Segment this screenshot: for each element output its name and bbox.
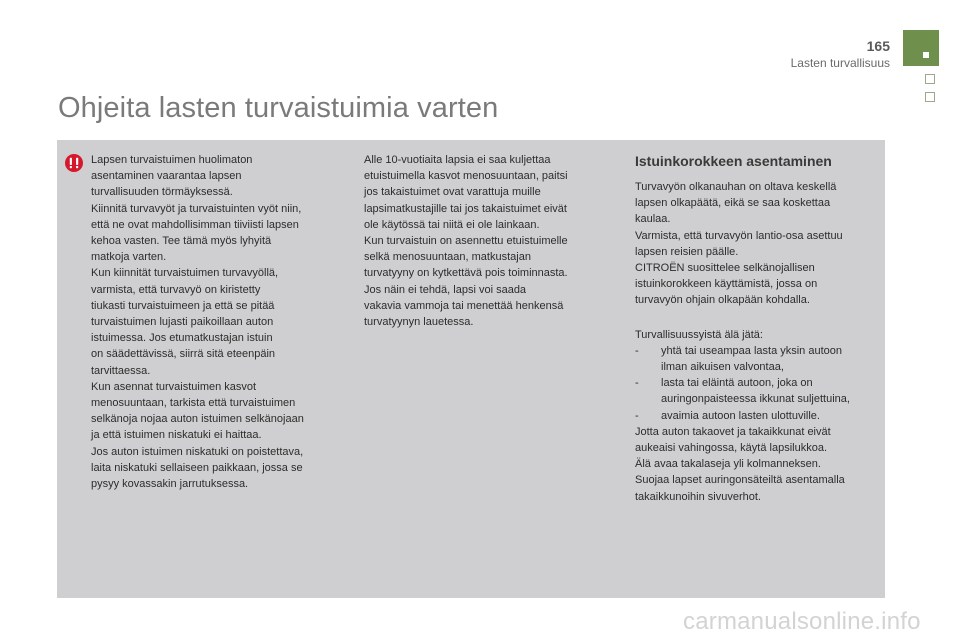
chapter-tab[interactable] bbox=[903, 30, 939, 66]
list-item-text: avaimia autoon lasten ulottuville. bbox=[661, 409, 820, 422]
list-item-text: lasta tai eläintä autoon, joka on auringonpaisteessa ikkunat suljettuina, bbox=[661, 377, 850, 406]
list-bullet: - bbox=[635, 344, 639, 357]
paragraph: Suojaa lapset auringonsäteiltä asentamalla takaikkunoihin sivuverhot. bbox=[635, 474, 845, 503]
page-number: 165 bbox=[866, 38, 890, 54]
list-bullet: - bbox=[635, 377, 639, 390]
chapter-tab-marker bbox=[923, 52, 929, 58]
watermark: carmanualsonline.info bbox=[683, 608, 921, 635]
paragraph: Kiinnitä turvavyöt ja turvaistuinten vyöt niin, että ne ovat mahdollisimman tiiviisti lapsen kehoa vasten. Tee tämä myös lyhyitä matkoja varten. bbox=[91, 202, 302, 264]
paragraph: Älä avaa takalaseja yli kolmanneksen. bbox=[635, 458, 821, 471]
paragraph: Jotta auton takaovet ja takaikkunat eivät aukeaisi vahingossa, käytä lapsilukkoa. bbox=[635, 425, 831, 455]
warning-icon bbox=[65, 154, 83, 172]
paragraph: Kun turvaistuin on asennettu etuistuimelle selkä menosuuntaan, matkustajan turvatyyny on kytkettävä pois toiminnasta. Jos näin ei tehdä, lapsi voi saada vakavia vammoja tai menettää henkensä turvatyynyn lauetessa. bbox=[364, 235, 568, 329]
chapter-box bbox=[925, 92, 935, 102]
paragraph: Varmista, että turvavyön lantio-osa asettuu lapsen reisien päälle. bbox=[635, 229, 843, 258]
paragraph: Kun kiinnität turvaistuimen turvavyöllä, varmista, että turvavyö on kiristetty tiukasti turvaistuimeen ja että se pitää turvaistuimen lujasti paikoillaan auton istuimessa. Jos etumatkustajan istuin on säädettävissä, siirrä sitä eteenpäin tarvittaessa. bbox=[91, 267, 279, 377]
list-intro: Turvallisuussyistä älä jätä: bbox=[635, 328, 763, 341]
list-item-text: yhtä tai useampaa lasta yksin autoon ilman aikuisen valvontaa, bbox=[661, 344, 843, 374]
list-item bbox=[635, 343, 880, 375]
section-heading: Istuinkorokkeen asentaminen bbox=[635, 153, 832, 169]
list-item bbox=[635, 408, 880, 424]
column-booster-seat bbox=[635, 152, 880, 505]
chapter-box bbox=[925, 74, 935, 84]
paragraph: Turvavyön olkanauhan on oltava keskellä lapsen olkapäätä, eikä se saa koskettaa kaulaa. bbox=[635, 181, 837, 226]
paragraph: Lapsen turvaistuimen huolimaton asentaminen vaarantaa lapsen turvallisuuden törmäyksessä. bbox=[91, 154, 253, 199]
paragraph: Kun asennat turvaistuimen kasvot menosuuntaan, tarkista että turvaistuimen selkänoja nojaa auton istuimen selkänojaan ja että istuimen niskatuki ei haittaa. bbox=[91, 380, 304, 442]
page-title: Ohjeita lasten turvaistuimia varten bbox=[58, 92, 499, 124]
section-name: Lasten turvallisuus bbox=[790, 56, 890, 70]
column-child-seat-installation bbox=[91, 152, 341, 492]
paragraph: CITROËN suosittelee selkänojallisen istuinkorokkeen käyttämistä, jossa on turvavyön ohjain olkapään kohdalla. bbox=[635, 262, 818, 307]
column-front-seat-rules bbox=[364, 152, 604, 330]
list-item bbox=[635, 375, 880, 407]
list-bullet: - bbox=[635, 409, 639, 422]
paragraph: Alle 10-vuotiaita lapsia ei saa kuljettaa etuistuimella kasvot menosuuntaan, paitsi jos takaistuimet ovat varattuja muille lapsimatkustajille tai jos takaistuimet eivät ole käytössä tai niitä ei ole lainkaan. bbox=[364, 154, 568, 231]
paragraph: Jos auton istuimen niskatuki on poistettava, laita niskatuki sellaiseen paikkaan, jossa se pysyy kovassakin jarrutuksessa. bbox=[91, 445, 304, 491]
